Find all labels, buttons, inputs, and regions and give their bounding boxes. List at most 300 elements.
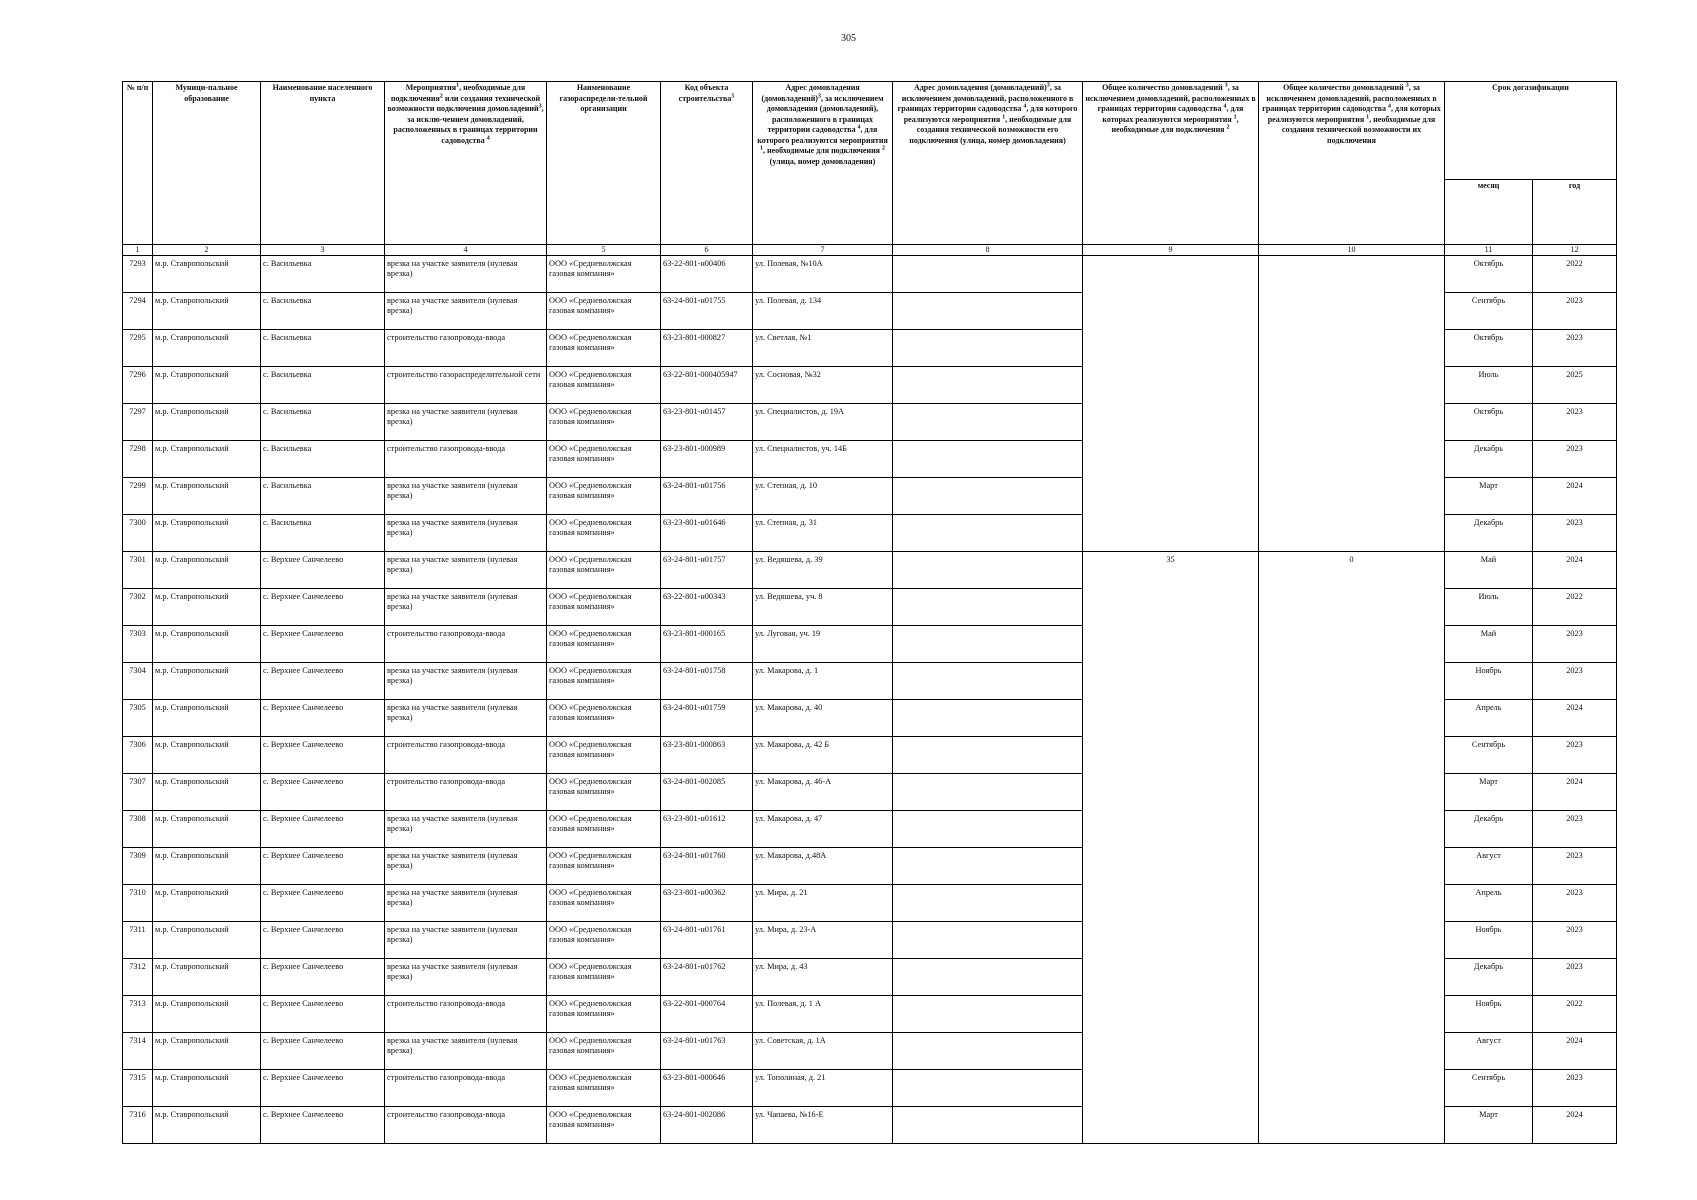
cell-total-tech [1259,478,1445,515]
cell-address-tech [893,1107,1083,1144]
cell-total-connect [1083,515,1259,552]
cell-total-tech [1259,515,1445,552]
cell-total-connect [1083,959,1259,996]
cell-organization: ООО «Средневолжская газовая компания» [547,404,661,441]
cell-total-tech [1259,885,1445,922]
header-col10: Общее количество домовладений $^3$, за исключением домовладений, расположенных в границах территории садоводства $^4$, для которых реализуются мероприятия $^1$, необходимые для создания технической возможности их подключения [1259,82,1445,245]
col-number: 7 [753,245,893,256]
cell-organization: ООО «Средневолжская газовая компания» [547,885,661,922]
cell-year: 2022 [1533,256,1617,293]
cell-object-code: 63-23-801-н01457 [661,404,753,441]
cell-total-tech [1259,922,1445,959]
cell-month: Апрель [1445,885,1533,922]
cell-total-tech [1259,774,1445,811]
cell-address: ул. Мира, д. 43 [753,959,893,996]
cell-row-number: 7297 [123,404,153,441]
cell-row-number: 7315 [123,1070,153,1107]
cell-settlement: с. Верхнее Санчелеево [261,589,385,626]
cell-year: 2023 [1533,663,1617,700]
cell-total-connect [1083,441,1259,478]
cell-year: 2023 [1533,959,1617,996]
cell-municipality: м.р. Ставропольский [153,478,261,515]
header-col9: Общее количество домовладений $^3$, за исключением домовладений, расположенных в границах территории садоводства $^4$, для которых реализуются мероприятия $^1$, необходимые для подключения $^2$ [1083,82,1259,245]
cell-row-number: 7294 [123,293,153,330]
header-col7: Адрес домовладения (домовладений)$^3$, за исключением домовладения (домовладений), расположенного в границах территории садоводства $^4$, для которого реализуются мероприятия $^1$, необходимые для подключения $^2$ (улица, номер домовладения) [753,82,893,245]
cell-event: врезка на участке заявителя (нулевая врезка) [385,552,547,589]
cell-event: врезка на участке заявителя (нулевая врезка) [385,811,547,848]
cell-settlement: с. Васильевка [261,330,385,367]
cell-municipality: м.р. Ставропольский [153,811,261,848]
cell-municipality: м.р. Ставропольский [153,959,261,996]
cell-event: строительство газопровода-ввода [385,737,547,774]
table-row [123,478,1617,515]
cell-organization: ООО «Средневолжская газовая компания» [547,1070,661,1107]
cell-total-connect [1083,367,1259,404]
cell-row-number: 7308 [123,811,153,848]
cell-event: строительство газопровода-ввода [385,1107,547,1144]
cell-event: врезка на участке заявителя (нулевая врезка) [385,589,547,626]
cell-year: 2023 [1533,441,1617,478]
cell-row-number: 7299 [123,478,153,515]
cell-organization: ООО «Средневолжская газовая компания» [547,552,661,589]
cell-municipality: м.р. Ставропольский [153,1070,261,1107]
cell-address: ул. Светлая, №1 [753,330,893,367]
cell-object-code: 63-23-801-000165 [661,626,753,663]
cell-total-connect: 35 [1083,552,1259,589]
cell-month: Март [1445,478,1533,515]
cell-year: 2023 [1533,922,1617,959]
cell-object-code: 63-22-801-000405947 [661,367,753,404]
cell-row-number: 7310 [123,885,153,922]
cell-event: врезка на участке заявителя (нулевая врезка) [385,848,547,885]
cell-total-tech [1259,330,1445,367]
cell-address-tech [893,885,1083,922]
cell-settlement: с. Верхнее Санчелеево [261,922,385,959]
header-month: месяц [1445,180,1533,245]
cell-organization: ООО «Средневолжская газовая компания» [547,1033,661,1070]
cell-municipality: м.р. Ставропольский [153,256,261,293]
table-row [123,811,1617,848]
cell-month: Июль [1445,367,1533,404]
cell-address: ул. Советская, д. 1А [753,1033,893,1070]
cell-address-tech [893,959,1083,996]
col-number: 6 [661,245,753,256]
table-row [123,626,1617,663]
cell-municipality: м.р. Ставропольский [153,774,261,811]
table-row [123,589,1617,626]
cell-settlement: с. Верхнее Санчелеево [261,626,385,663]
cell-organization: ООО «Средневолжская газовая компания» [547,367,661,404]
cell-event: врезка на участке заявителя (нулевая врезка) [385,959,547,996]
cell-total-tech [1259,700,1445,737]
cell-total-tech [1259,663,1445,700]
cell-address: ул. Мира, д. 23-А [753,922,893,959]
cell-month: Май [1445,552,1533,589]
cell-object-code: 63-24-801-н01760 [661,848,753,885]
cell-total-tech [1259,589,1445,626]
cell-address-tech [893,441,1083,478]
cell-object-code: 63-23-801-н01612 [661,811,753,848]
cell-organization: ООО «Средневолжская газовая компания» [547,589,661,626]
cell-settlement: с. Верхнее Санчелеево [261,1070,385,1107]
cell-total-tech [1259,737,1445,774]
cell-municipality: м.р. Ставропольский [153,552,261,589]
cell-row-number: 7313 [123,996,153,1033]
table-row [123,441,1617,478]
cell-total-connect [1083,996,1259,1033]
cell-event: строительство газопровода-ввода [385,330,547,367]
cell-total-connect [1083,700,1259,737]
cell-settlement: с. Васильевка [261,404,385,441]
header-deadline: Срок догазификации [1445,82,1617,180]
cell-object-code: 63-24-801-н01763 [661,1033,753,1070]
cell-municipality: м.р. Ставропольский [153,330,261,367]
table-row [123,330,1617,367]
cell-total-connect [1083,478,1259,515]
col-number: 2 [153,245,261,256]
cell-municipality: м.р. Ставропольский [153,404,261,441]
cell-event: строительство газопровода-ввода [385,1070,547,1107]
cell-event: строительство газораспределительной сети [385,367,547,404]
cell-municipality: м.р. Ставропольский [153,663,261,700]
cell-settlement: с. Васильевка [261,256,385,293]
cell-settlement: с. Верхнее Санчелеево [261,774,385,811]
cell-total-tech [1259,848,1445,885]
cell-organization: ООО «Средневолжская газовая компания» [547,996,661,1033]
cell-address-tech [893,404,1083,441]
cell-total-connect [1083,330,1259,367]
col-number: 9 [1083,245,1259,256]
cell-address-tech [893,626,1083,663]
cell-organization: ООО «Средневолжская газовая компания» [547,1107,661,1144]
cell-row-number: 7295 [123,330,153,367]
cell-address: ул. Луговая, уч. 19 [753,626,893,663]
cell-address: ул. Полевая, д. 1 А [753,996,893,1033]
cell-total-connect [1083,1070,1259,1107]
cell-municipality: м.р. Ставропольский [153,626,261,663]
table-row [123,1033,1617,1070]
cell-object-code: 63-22-801-н00406 [661,256,753,293]
cell-total-tech [1259,811,1445,848]
cell-object-code: 63-24-801-002086 [661,1107,753,1144]
cell-municipality: м.р. Ставропольский [153,996,261,1033]
cell-row-number: 7304 [123,663,153,700]
cell-event: врезка на участке заявителя (нулевая врезка) [385,478,547,515]
col-number: 5 [547,245,661,256]
cell-settlement: с. Верхнее Санчелеево [261,885,385,922]
cell-municipality: м.р. Ставропольский [153,885,261,922]
cell-address-tech [893,367,1083,404]
cell-address: ул. Макарова, д. 42 Б [753,737,893,774]
cell-settlement: с. Верхнее Санчелеево [261,1107,385,1144]
cell-total-connect [1083,737,1259,774]
cell-total-connect [1083,293,1259,330]
cell-event: строительство газопровода-ввода [385,996,547,1033]
cell-year: 2024 [1533,774,1617,811]
cell-municipality: м.р. Ставропольский [153,367,261,404]
table-row [123,552,1617,589]
table-row [123,293,1617,330]
cell-month: Сентябрь [1445,1070,1533,1107]
cell-total-tech: 0 [1259,552,1445,589]
cell-address-tech [893,663,1083,700]
cell-address: ул. Мира, д. 21 [753,885,893,922]
cell-total-connect [1083,885,1259,922]
cell-row-number: 7300 [123,515,153,552]
header-col4: Мероприятия$^1$, необходимые для подключения$^2$ или создания технической возможности подключения домовладений$^3$, за исклю-чением домовладений, расположенных в границах территории садоводства $^4$ [385,82,547,245]
cell-total-connect [1083,1107,1259,1144]
cell-event: врезка на участке заявителя (нулевая врезка) [385,1033,547,1070]
cell-year: 2023 [1533,848,1617,885]
cell-object-code: 63-23-801-000646 [661,1070,753,1107]
cell-address: ул. Макарова, д. 40 [753,700,893,737]
cell-organization: ООО «Средневолжская газовая компания» [547,515,661,552]
cell-municipality: м.р. Ставропольский [153,700,261,737]
cell-organization: ООО «Средневолжская газовая компания» [547,959,661,996]
cell-object-code: 63-24-801-н01756 [661,478,753,515]
cell-row-number: 7307 [123,774,153,811]
table-row [123,367,1617,404]
cell-month: Ноябрь [1445,996,1533,1033]
cell-total-tech [1259,256,1445,293]
cell-address: ул. Макарова, д.48А [753,848,893,885]
cell-event: врезка на участке заявителя (нулевая врезка) [385,700,547,737]
cell-total-tech [1259,441,1445,478]
header-col2: Муници-пальное образование [153,82,261,245]
cell-municipality: м.р. Ставропольский [153,515,261,552]
cell-event: врезка на участке заявителя (нулевая врезка) [385,256,547,293]
cell-address: ул. Ведяшева, д. 39 [753,552,893,589]
cell-object-code: 63-22-801-н00343 [661,589,753,626]
cell-address: ул. Специалистов, д. 19А [753,404,893,441]
cell-address: ул. Макарова, д. 1 [753,663,893,700]
col-number: 12 [1533,245,1617,256]
cell-month: Декабрь [1445,959,1533,996]
cell-municipality: м.р. Ставропольский [153,1033,261,1070]
cell-row-number: 7305 [123,700,153,737]
cell-event: врезка на участке заявителя (нулевая врезка) [385,922,547,959]
cell-total-connect [1083,848,1259,885]
cell-year: 2023 [1533,404,1617,441]
column-number-row [123,245,1617,256]
cell-address-tech [893,1033,1083,1070]
cell-organization: ООО «Средневолжская газовая компания» [547,663,661,700]
table-row [123,774,1617,811]
header-col5: Наименование газораспредели-тельной организации [547,82,661,245]
cell-municipality: м.р. Ставропольский [153,922,261,959]
table-row [123,700,1617,737]
cell-total-connect [1083,589,1259,626]
cell-row-number: 7311 [123,922,153,959]
cell-year: 2023 [1533,626,1617,663]
cell-address: ул. Тополиная, д. 21 [753,1070,893,1107]
cell-settlement: с. Верхнее Санчелеево [261,996,385,1033]
cell-object-code: 63-24-801-н01761 [661,922,753,959]
cell-object-code: 63-23-801-000863 [661,737,753,774]
cell-total-connect [1083,663,1259,700]
cell-organization: ООО «Средневолжская газовая компания» [547,441,661,478]
cell-settlement: с. Васильевка [261,478,385,515]
cell-object-code: 63-24-801-н01755 [661,293,753,330]
col-number: 10 [1259,245,1445,256]
cell-settlement: с. Верхнее Санчелеево [261,700,385,737]
cell-year: 2023 [1533,293,1617,330]
cell-settlement: с. Верхнее Санчелеево [261,552,385,589]
cell-address-tech [893,552,1083,589]
cell-object-code: 63-24-801-н01758 [661,663,753,700]
cell-address: ул. Макарова, д. 47 [753,811,893,848]
cell-event: врезка на участке заявителя (нулевая врезка) [385,885,547,922]
cell-month: Август [1445,848,1533,885]
cell-address-tech [893,811,1083,848]
cell-month: Март [1445,774,1533,811]
cell-organization: ООО «Средневолжская газовая компания» [547,848,661,885]
cell-address-tech [893,737,1083,774]
table-row [123,404,1617,441]
cell-row-number: 7316 [123,1107,153,1144]
cell-organization: ООО «Средневолжская газовая компания» [547,774,661,811]
cell-total-tech [1259,293,1445,330]
cell-row-number: 7301 [123,552,153,589]
cell-address-tech [893,478,1083,515]
page-number: 305 [841,33,856,44]
table-row [123,996,1617,1033]
cell-total-connect [1083,626,1259,663]
cell-address: ул. Полевая, №10А [753,256,893,293]
cell-month: Май [1445,626,1533,663]
cell-year: 2024 [1533,1033,1617,1070]
col-number: 8 [893,245,1083,256]
cell-month: Март [1445,1107,1533,1144]
cell-total-tech [1259,1033,1445,1070]
cell-address-tech [893,589,1083,626]
header-year: год [1533,180,1617,245]
cell-settlement: с. Верхнее Санчелеево [261,848,385,885]
cell-total-tech [1259,404,1445,441]
cell-event: врезка на участке заявителя (нулевая врезка) [385,515,547,552]
cell-municipality: м.р. Ставропольский [153,441,261,478]
cell-year: 2023 [1533,885,1617,922]
cell-object-code: 63-24-801-н01759 [661,700,753,737]
cell-month: Сентябрь [1445,737,1533,774]
gasification-table [122,81,1617,1144]
cell-address: ул. Степная, д. 31 [753,515,893,552]
cell-settlement: с. Верхнее Санчелеево [261,663,385,700]
cell-address-tech [893,922,1083,959]
col-number: 4 [385,245,547,256]
cell-row-number: 7298 [123,441,153,478]
cell-settlement: с. Васильевка [261,293,385,330]
cell-total-tech [1259,367,1445,404]
cell-year: 2025 [1533,367,1617,404]
cell-organization: ООО «Средневолжская газовая компания» [547,478,661,515]
cell-event: врезка на участке заявителя (нулевая врезка) [385,663,547,700]
cell-year: 2023 [1533,737,1617,774]
cell-address: ул. Степная, д. 10 [753,478,893,515]
cell-object-code: 63-24-801-н01757 [661,552,753,589]
table-row [123,256,1617,293]
cell-municipality: м.р. Ставропольский [153,589,261,626]
cell-address-tech [893,293,1083,330]
cell-total-connect [1083,1033,1259,1070]
cell-year: 2022 [1533,996,1617,1033]
col-number: 1 [123,245,153,256]
cell-month: Август [1445,1033,1533,1070]
cell-organization: ООО «Средневолжская газовая компания» [547,256,661,293]
cell-total-tech [1259,626,1445,663]
cell-organization: ООО «Средневолжская газовая компания» [547,922,661,959]
cell-municipality: м.р. Ставропольский [153,737,261,774]
table-row [123,1070,1617,1107]
cell-year: 2022 [1533,589,1617,626]
cell-address-tech [893,1070,1083,1107]
cell-month: Сентябрь [1445,293,1533,330]
cell-event: строительство газопровода-ввода [385,774,547,811]
header-col3: Наименование населенного пункта [261,82,385,245]
cell-address-tech [893,996,1083,1033]
cell-settlement: с. Верхнее Санчелеево [261,737,385,774]
cell-event: строительство газопровода-ввода [385,441,547,478]
cell-address: ул. Сосновая, №32 [753,367,893,404]
cell-month: Декабрь [1445,515,1533,552]
cell-year: 2024 [1533,478,1617,515]
cell-organization: ООО «Средневолжская газовая компания» [547,626,661,663]
table-row [123,885,1617,922]
cell-year: 2023 [1533,515,1617,552]
cell-settlement: с. Васильевка [261,515,385,552]
cell-address: ул. Ведяшева, уч. 8 [753,589,893,626]
cell-address: ул. Специалистов, уч. 14Б [753,441,893,478]
cell-month: Ноябрь [1445,663,1533,700]
cell-row-number: 7312 [123,959,153,996]
cell-organization: ООО «Средневолжская газовая компания» [547,811,661,848]
cell-settlement: с. Верхнее Санчелеево [261,959,385,996]
cell-object-code: 63-23-801-000989 [661,441,753,478]
cell-settlement: с. Васильевка [261,367,385,404]
cell-object-code: 63-23-801-н00362 [661,885,753,922]
cell-row-number: 7314 [123,1033,153,1070]
table-row [123,515,1617,552]
cell-month: Апрель [1445,700,1533,737]
cell-month: Октябрь [1445,330,1533,367]
col-number: 3 [261,245,385,256]
cell-row-number: 7306 [123,737,153,774]
cell-year: 2024 [1533,700,1617,737]
cell-organization: ООО «Средневолжская газовая компания» [547,330,661,367]
cell-address: ул. Чапаева, №16-Е [753,1107,893,1144]
header-col6: Код объекта строительства$^5$ [661,82,753,245]
table-row [123,959,1617,996]
cell-month: Октябрь [1445,404,1533,441]
cell-row-number: 7309 [123,848,153,885]
cell-month: Июль [1445,589,1533,626]
cell-total-tech [1259,1107,1445,1144]
cell-address-tech [893,848,1083,885]
cell-object-code: 63-24-801-н01762 [661,959,753,996]
cell-row-number: 7293 [123,256,153,293]
cell-total-connect [1083,404,1259,441]
cell-address: ул. Полевая, д. 134 [753,293,893,330]
table-row [123,1107,1617,1144]
cell-object-code: 63-24-801-002085 [661,774,753,811]
cell-year: 2023 [1533,330,1617,367]
cell-settlement: с. Верхнее Санчелеево [261,811,385,848]
cell-total-tech [1259,1070,1445,1107]
cell-total-connect [1083,811,1259,848]
cell-address-tech [893,330,1083,367]
cell-address-tech [893,700,1083,737]
cell-address: ул. Макарова, д. 46-А [753,774,893,811]
